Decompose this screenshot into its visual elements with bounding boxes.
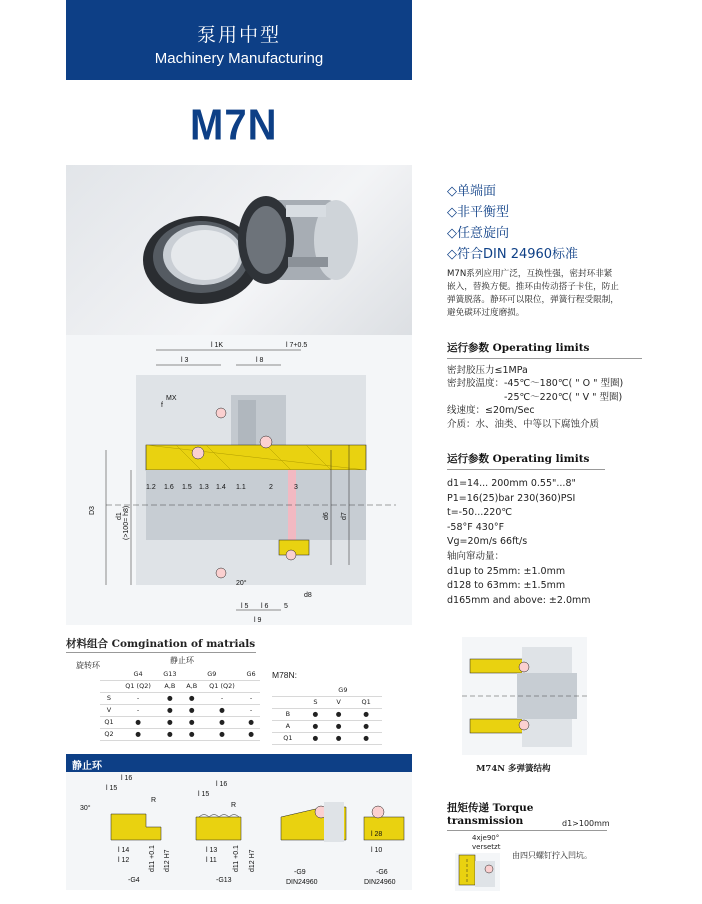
operating-line: 密封胶温度：-45℃～180℃( " O " 型圈)	[447, 378, 624, 390]
dim-label: l 12	[118, 857, 130, 864]
dim-label: l 3	[181, 357, 189, 364]
row-label: V	[100, 704, 118, 716]
dim-label: l 7+0.5	[286, 342, 308, 349]
materials-table	[100, 668, 260, 741]
table-header: G4	[118, 668, 158, 680]
stationary-item: DIN24960	[286, 879, 318, 886]
description-line: M7N系列应用广泛，互换性强，密封环非紧	[447, 269, 613, 279]
table-cell: ●	[350, 732, 382, 744]
dim-label: l 16	[216, 781, 228, 788]
table-cell: ●	[158, 716, 181, 728]
dim-label: l 11	[206, 857, 217, 864]
torque-note: 由四只螺钉拧入凹坑。	[512, 851, 592, 860]
operating-line: d128 to 63mm: ±1.5mm	[447, 580, 566, 592]
row-label: B	[272, 708, 304, 720]
dim-label: R	[151, 797, 157, 804]
dim-label: l 13	[206, 847, 218, 854]
table-row	[272, 720, 382, 732]
part-number: 2	[269, 484, 273, 491]
table-row	[272, 708, 382, 720]
rotating-label: 旋转环	[76, 661, 100, 670]
m74n-drawing-svg	[462, 637, 587, 755]
row-label: Q1	[272, 732, 304, 744]
torque-title: 扭矩传递 Torque transmission	[447, 800, 607, 831]
section-drawing	[66, 335, 412, 625]
table-header: G13	[158, 668, 181, 680]
table-cell: ●	[182, 704, 202, 716]
torque-drawing	[455, 853, 500, 891]
description-line: 避免碳环过度磨损。	[447, 308, 525, 318]
table-row	[100, 716, 260, 728]
table-cell: -	[118, 692, 158, 704]
materials-title: 材料组合 Comgination of matrials	[66, 638, 256, 650]
dim-label: l 1K	[211, 342, 224, 349]
m78n-label: M78N:	[272, 670, 298, 680]
dim-label: MX	[166, 395, 177, 402]
table-header: G9	[304, 684, 382, 696]
table-cell: ●	[202, 716, 242, 728]
stationary-item: -G13	[216, 877, 232, 884]
table-cell: ●	[242, 728, 260, 740]
table-cell: ●	[202, 704, 242, 716]
part-number: 1.6	[164, 484, 174, 491]
stationary-label: 静止环	[170, 656, 194, 665]
operating-line: -25℃～220℃( " V " 型圈)	[447, 391, 623, 403]
table-cell: ●	[350, 720, 382, 732]
table-row	[100, 728, 260, 740]
operating-line: d1=14... 200mm 0.55"...8"	[447, 478, 576, 489]
part-number: 1.4	[216, 484, 226, 491]
table-cell: -	[242, 692, 260, 704]
table-header: V	[327, 696, 350, 708]
stationary-section-bar: 静止环	[66, 754, 412, 772]
dim-label: R	[231, 802, 237, 809]
feature-item: ◇符合DIN 24960标准	[447, 247, 579, 262]
row-label: Q1	[100, 716, 118, 728]
operating-line: d165mm and above: ±2.0mm	[447, 594, 591, 606]
table-cell: ●	[304, 708, 327, 720]
header-title-en: Machinery Manufacturing	[154, 50, 324, 67]
m74n-drawing	[462, 637, 587, 755]
part-number: 1.1	[236, 484, 246, 491]
torque-spec: d1>100mm	[562, 819, 610, 828]
table-row	[272, 732, 382, 744]
torque-label-2: versetzt	[472, 843, 501, 851]
table-cell: ●	[182, 728, 202, 740]
table-header: Q1 (Q2)	[202, 680, 242, 692]
table-cell: ●	[327, 732, 350, 744]
table-header	[242, 680, 260, 692]
table-cell: -	[242, 704, 260, 716]
dim-label: d11 +0.1	[149, 845, 156, 872]
table-row	[100, 692, 260, 704]
table-cell: ●	[118, 716, 158, 728]
dim-label: l 28	[371, 831, 383, 838]
torque-label-1: 4xje90°	[472, 834, 500, 842]
dim-label: (>100= h8)	[123, 505, 130, 540]
operating-line: 轴向窜动量：	[447, 550, 505, 562]
dim-label: l 8	[256, 357, 264, 364]
operating-line: P1=16(25)bar 230(360)PSI	[447, 492, 576, 504]
row-label: A	[272, 720, 304, 732]
seal-photo-illustration	[66, 165, 412, 335]
dim-label: d1	[116, 512, 123, 520]
stationary-drawings-svg	[66, 772, 412, 890]
product-photo	[66, 165, 412, 335]
materials-divider	[66, 652, 256, 653]
table-cell: ●	[182, 692, 202, 704]
table-cell: -	[118, 704, 158, 716]
dim-label: d6	[323, 512, 330, 520]
dim-label: d7	[341, 512, 348, 520]
description	[447, 268, 647, 320]
table-header: G9	[182, 668, 242, 680]
torque-drawing-svg	[455, 853, 500, 891]
dim-label: D3	[89, 506, 96, 515]
operating-limits-list-1	[447, 364, 623, 431]
stationary-item: -G9	[294, 869, 306, 876]
stationary-item: -G4	[128, 877, 140, 884]
operating-limits-title-2: 运行参数 Operating limits	[447, 451, 605, 470]
feature-item: ◇非平衡型	[447, 205, 509, 220]
operating-line: -58°F 430°F	[447, 521, 505, 533]
operating-line: 介质：水、油类、中等以下腐蚀介质	[447, 418, 600, 430]
dim-label: 20°	[236, 580, 247, 587]
stationary-drawings	[66, 772, 412, 890]
table-cell: ●	[304, 732, 327, 744]
part-number: 1.2	[146, 484, 156, 491]
stationary-item: DIN24960	[364, 879, 396, 886]
table-cell: ●	[118, 728, 158, 740]
part-number: 1.5	[182, 484, 192, 491]
model-title: M7N	[190, 100, 278, 150]
description-line: 嵌入，替换方便。推环由传动搭子卡住，防止	[447, 282, 619, 292]
dim-label: d12 H7	[249, 849, 256, 872]
operating-line: 密封胶压力≤1MPa	[447, 365, 528, 376]
dim-label: 5	[284, 603, 288, 610]
section-drawing-svg	[66, 335, 412, 625]
feature-item: ◇单端面	[447, 184, 496, 199]
table-header: A,B	[182, 680, 202, 692]
dim-label: 30°	[80, 805, 91, 812]
dim-label: d11 +0.1	[233, 845, 240, 872]
operating-line: t=-50...220℃	[447, 507, 513, 519]
part-number: 3	[294, 484, 298, 491]
dim-label: l 6	[261, 603, 269, 610]
table-cell: ●	[158, 704, 181, 716]
table-row	[100, 704, 260, 716]
operating-line: d1up to 25mm: ±1.0mm	[447, 565, 566, 577]
operating-line: Vg=20m/s 66ft/s	[447, 536, 528, 548]
table-cell: ●	[202, 728, 242, 740]
row-label: S	[100, 692, 118, 704]
operating-line: 线速度：≤20m/Sec	[447, 405, 535, 417]
table-header: S	[304, 696, 327, 708]
dim-label: l 14	[118, 847, 130, 854]
header-title-cn: 泵用中型	[196, 24, 281, 46]
operating-limits-title-1: 运行参数 Operating limits	[447, 340, 642, 359]
feature-item: ◇任意旋向	[447, 226, 509, 241]
operating-limits-list-2	[447, 477, 591, 608]
header-banner	[66, 0, 412, 80]
feature-list	[447, 181, 578, 265]
dim-label: d12 H7	[164, 849, 171, 872]
table-cell: ●	[327, 708, 350, 720]
dim-label: l 5	[241, 603, 249, 610]
dim-label: l 15	[198, 791, 210, 798]
table-header: Q1 (Q2)	[118, 680, 158, 692]
dim-label: l 15	[106, 785, 118, 792]
dim-label: l 16	[121, 775, 133, 782]
table-header: A,B	[158, 680, 181, 692]
part-number: 1.3	[199, 484, 209, 491]
table-header: G6	[242, 668, 260, 680]
dim-label: f	[161, 402, 163, 409]
table-cell: ●	[182, 716, 202, 728]
dim-label: l 9	[254, 617, 262, 624]
table-cell: ●	[158, 728, 181, 740]
row-label: Q2	[100, 728, 118, 740]
table-cell: ●	[242, 716, 260, 728]
dim-label: d8	[304, 592, 312, 599]
stationary-item: -G6	[376, 869, 388, 876]
description-line: 弹簧脱落。静环可以限位，弹簧行程受限制，	[447, 295, 619, 305]
table-cell: ●	[327, 720, 350, 732]
table-cell: -	[202, 692, 242, 704]
dim-label: l 10	[371, 847, 383, 854]
table-cell: ●	[158, 692, 181, 704]
table-cell: ●	[304, 720, 327, 732]
m78n-table	[272, 684, 382, 745]
table-cell: ●	[350, 708, 382, 720]
m74n-caption: M74N 多弹簧结构	[476, 764, 551, 774]
table-header: Q1	[350, 696, 382, 708]
